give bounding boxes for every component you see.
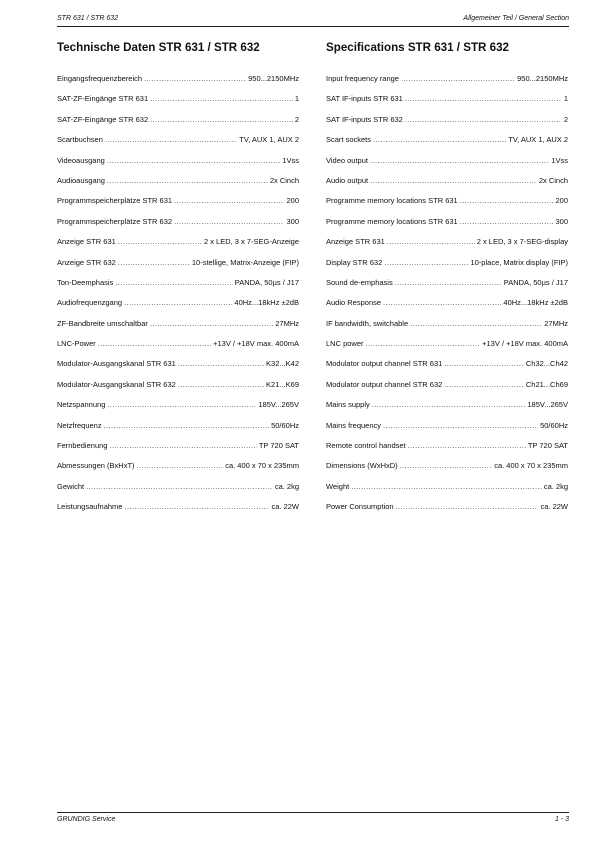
german-spec-list — [57, 73, 299, 522]
spec-label: Modulator-Ausgangskanal STR 631 — [57, 359, 176, 369]
dot-leader — [370, 155, 549, 166]
spec-row — [57, 155, 299, 175]
dot-leader — [150, 114, 293, 125]
spec-label: SAT IF-inputs STR 631 — [326, 94, 403, 104]
spec-row — [57, 73, 299, 93]
spec-label: Abmessungen (BxHxT) — [57, 461, 135, 471]
dot-leader — [383, 420, 538, 431]
dot-leader — [400, 460, 493, 471]
spec-row — [57, 175, 299, 195]
spec-value: 200 — [286, 196, 299, 206]
page-footer — [57, 816, 569, 823]
dot-leader — [370, 175, 537, 186]
spec-row — [57, 195, 299, 215]
spec-row — [57, 93, 299, 113]
spec-label: Netzfrequenz — [57, 420, 102, 430]
english-spec-list — [326, 73, 568, 522]
spec-value: 27MHz — [275, 318, 299, 328]
english-specs-title: Specifications STR 631 / STR 632 — [326, 41, 509, 54]
spec-row — [326, 216, 568, 236]
spec-label: Sound de-emphasis — [326, 277, 393, 287]
spec-row — [57, 114, 299, 134]
spec-value: 1 — [563, 94, 568, 104]
spec-value: Ch21...Ch69 — [525, 379, 568, 389]
dot-leader — [384, 257, 468, 268]
spec-value: PANDA, 50µs / J17 — [234, 277, 299, 287]
dot-leader — [118, 236, 202, 247]
footer-brand: GRUNDIG Service — [57, 816, 116, 823]
spec-row — [326, 379, 568, 399]
spec-row — [57, 481, 299, 501]
spec-row — [326, 93, 568, 113]
spec-value: +13V / +18V max. 400mA — [213, 339, 299, 349]
dot-leader — [460, 195, 554, 206]
spec-label: Ton-Deemphasis — [57, 277, 114, 287]
spec-row — [57, 358, 299, 378]
spec-label: Anzeige STR 631 — [326, 237, 385, 247]
spec-row — [57, 338, 299, 358]
spec-label: Leistungsaufnahme — [57, 502, 123, 512]
spec-value: ca. 22W — [271, 502, 299, 512]
spec-label: Modulator output channel STR 632 — [326, 379, 443, 389]
spec-value: 300 — [555, 216, 568, 226]
spec-label: Videoausgang — [57, 155, 105, 165]
spec-label: Power Consumption — [326, 502, 394, 512]
dot-leader — [444, 358, 524, 369]
spec-row — [326, 257, 568, 277]
spec-row — [57, 420, 299, 440]
spec-row — [57, 236, 299, 256]
spec-label: SAT IF-inputs STR 632 — [326, 114, 403, 124]
dot-leader — [395, 277, 502, 288]
spec-value: 2 — [294, 114, 299, 124]
spec-label: Modulator-Ausgangskanal STR 632 — [57, 379, 176, 389]
spec-label: Programmspeicherplätze STR 632 — [57, 216, 173, 226]
spec-row — [57, 297, 299, 317]
spec-value: 2 x LED, 3 x 7-SEG-Anzeige — [203, 237, 299, 247]
dot-leader — [124, 297, 232, 308]
spec-value: 200 — [555, 196, 568, 206]
spec-row — [57, 460, 299, 480]
spec-row — [57, 440, 299, 460]
spec-label: Programme memory locations STR 631 — [326, 216, 458, 226]
dot-leader — [366, 338, 481, 349]
spec-label: Netzspannung — [57, 400, 106, 410]
dot-leader — [178, 379, 264, 390]
spec-row — [326, 338, 568, 358]
spec-row — [326, 358, 568, 378]
spec-label: Gewicht — [57, 481, 85, 491]
spec-value: ca. 2kg — [543, 481, 568, 491]
spec-label: Audiofrequenzgang — [57, 298, 123, 308]
spec-row — [326, 114, 568, 134]
spec-value: 27MHz — [544, 318, 568, 328]
spec-label: Audioausgang — [57, 175, 105, 185]
spec-value: TP 720 SAT — [527, 441, 568, 451]
spec-row — [57, 399, 299, 419]
dot-leader — [104, 420, 269, 431]
spec-row — [326, 277, 568, 297]
spec-row — [326, 134, 568, 154]
dot-leader — [372, 399, 526, 410]
dot-leader — [105, 134, 237, 145]
spec-value: ca. 2kg — [274, 481, 299, 491]
spec-label: Scartbuchsen — [57, 135, 103, 145]
spec-value: 950...2150MHz — [517, 74, 568, 83]
spec-value: K21...K69 — [266, 379, 299, 389]
dot-leader — [174, 216, 284, 227]
dot-leader — [86, 481, 273, 492]
spec-row — [57, 318, 299, 338]
spec-row — [326, 297, 568, 317]
spec-label: Input frequency range — [326, 74, 399, 83]
spec-row — [57, 501, 299, 521]
dot-leader — [174, 195, 284, 206]
header-section: Allgemeiner Teil / General Section — [463, 15, 569, 22]
spec-label: Audio output — [326, 175, 369, 185]
dot-leader — [410, 318, 542, 329]
spec-value: 2x Cinch — [538, 175, 568, 185]
dot-leader — [405, 114, 562, 125]
dot-leader — [115, 277, 233, 288]
spec-label: Display STR 632 — [326, 257, 383, 267]
dot-leader — [405, 93, 562, 104]
spec-value: ca. 22W — [540, 502, 568, 512]
spec-row — [326, 73, 568, 93]
spec-value: TV, AUX 1, AUX 2 — [239, 135, 299, 145]
spec-value: 10-place, Matrix display (FIP) — [470, 257, 568, 267]
spec-value: 1Vss — [282, 155, 299, 165]
spec-value: 185V...265V — [527, 400, 568, 410]
german-specs-title: Technische Daten STR 631 / STR 632 — [57, 41, 260, 54]
dot-leader — [444, 379, 524, 390]
dot-leader — [107, 155, 280, 166]
spec-value: 2x Cinch — [269, 175, 299, 185]
spec-value: 50/60Hz — [271, 420, 299, 430]
dot-leader — [373, 134, 506, 145]
spec-value: TP 720 SAT — [258, 441, 299, 451]
spec-value: ca. 400 x 70 x 235mm — [225, 461, 299, 471]
spec-label: Video output — [326, 155, 368, 165]
spec-label: Eingangsfrequenzbereich — [57, 74, 143, 83]
spec-label: LNC-Power — [57, 339, 96, 349]
spec-value: 2 x LED, 3 x 7-SEG-display — [476, 237, 568, 247]
spec-value: TV, AUX 1, AUX 2 — [508, 135, 568, 145]
dot-leader — [383, 297, 501, 308]
dot-leader — [107, 399, 256, 410]
spec-row — [326, 481, 568, 501]
spec-row — [57, 134, 299, 154]
spec-row — [326, 175, 568, 195]
spec-row — [326, 318, 568, 338]
spec-value: 40Hz...18kHz ±2dB — [503, 298, 568, 308]
dot-leader — [109, 440, 256, 451]
header-model: STR 631 / STR 632 — [57, 15, 119, 22]
spec-value: 1 — [294, 94, 299, 104]
spec-value: 10-stellige, Matrix-Anzeige (FIP) — [191, 257, 299, 267]
spec-row — [326, 440, 568, 460]
spec-value: ca. 400 x 70 x 235mm — [494, 461, 568, 471]
spec-label: Fernbedienung — [57, 441, 108, 451]
spec-row — [57, 257, 299, 277]
spec-label: LNC power — [326, 339, 364, 349]
spec-row — [57, 379, 299, 399]
spec-value: 50/60Hz — [540, 420, 568, 430]
spec-label: Dimensions (WxHxD) — [326, 461, 398, 471]
dot-leader — [144, 73, 246, 84]
dot-leader — [118, 257, 190, 268]
page-header — [57, 15, 569, 22]
header-divider — [57, 26, 569, 27]
spec-value: PANDA, 50µs / J17 — [503, 277, 568, 287]
spec-value: 950...2150MHz — [248, 74, 299, 83]
spec-label: SAT-ZF-Eingänge STR 632 — [57, 114, 149, 124]
spec-label: Programme memory locations STR 631 — [326, 196, 458, 206]
spec-label: Scart sockets — [326, 135, 372, 145]
spec-label: SAT-ZF-Eingänge STR 631 — [57, 94, 149, 104]
spec-label: Programmspeicherplätze STR 631 — [57, 196, 173, 206]
spec-value: 2 — [563, 114, 568, 124]
dot-leader — [408, 440, 526, 451]
dot-leader — [401, 73, 515, 84]
spec-row — [326, 501, 568, 521]
dot-leader — [387, 236, 475, 247]
spec-row — [326, 155, 568, 175]
english-specs-column — [326, 41, 568, 522]
dot-leader — [460, 216, 554, 227]
spec-label: Anzeige STR 632 — [57, 257, 116, 267]
dot-leader — [137, 460, 224, 471]
dot-leader — [351, 481, 542, 492]
spec-label: Mains frequency — [326, 420, 382, 430]
spec-row — [57, 216, 299, 236]
spec-label: Weight — [326, 481, 350, 491]
spec-row — [326, 399, 568, 419]
dot-leader — [396, 501, 539, 512]
spec-row — [326, 195, 568, 215]
page-number: 1 - 3 — [554, 816, 569, 823]
spec-row — [57, 277, 299, 297]
spec-label: Modulator output channel STR 631 — [326, 359, 443, 369]
spec-value: K32...K42 — [266, 359, 299, 369]
footer-divider — [57, 812, 569, 813]
spec-label: ZF-Bandbreite umschaltbar — [57, 318, 148, 328]
dot-leader — [150, 318, 273, 329]
spec-label: Audio Response — [326, 298, 382, 308]
german-specs-column — [57, 41, 299, 522]
dot-leader — [107, 175, 268, 186]
dot-leader — [98, 338, 211, 349]
spec-label: Mains supply — [326, 400, 370, 410]
dot-leader — [150, 93, 293, 104]
spec-value: 40Hz...18kHz ±2dB — [234, 298, 299, 308]
spec-row — [326, 460, 568, 480]
spec-label: Anzeige STR 631 — [57, 237, 116, 247]
spec-row — [326, 420, 568, 440]
spec-value: +13V / +18V max. 400mA — [482, 339, 568, 349]
spec-value: 300 — [286, 216, 299, 226]
spec-label: Remote control handset — [326, 441, 406, 451]
spec-value: Ch32...Ch42 — [525, 359, 568, 369]
spec-value: 185V...265V — [258, 400, 299, 410]
spec-label: IF bandwidth, switchable — [326, 318, 409, 328]
spec-value: 1Vss — [551, 155, 568, 165]
dot-leader — [178, 358, 264, 369]
dot-leader — [124, 501, 269, 512]
spec-row — [326, 236, 568, 256]
